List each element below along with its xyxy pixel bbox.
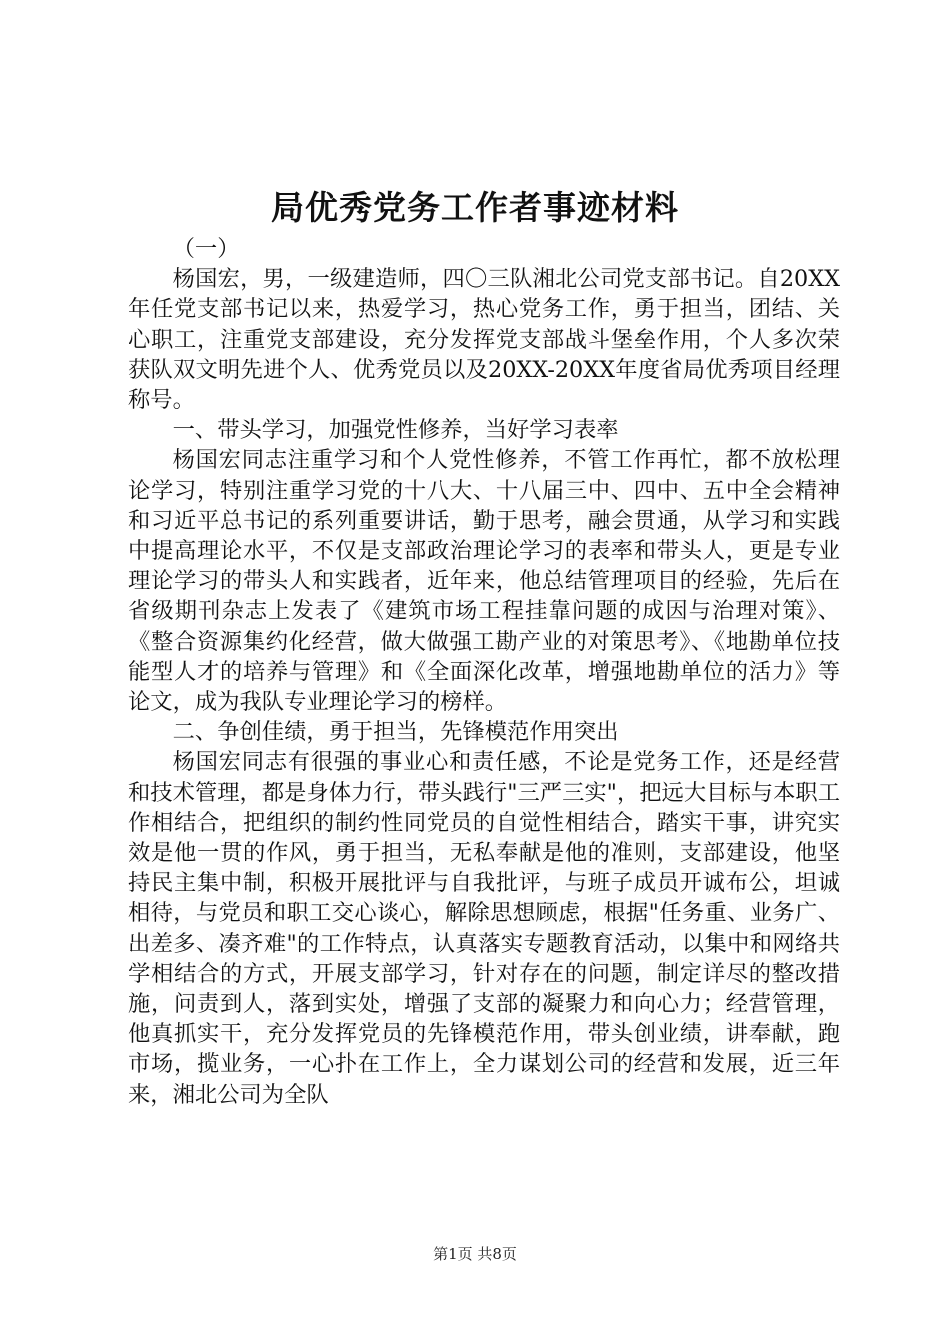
document-body	[128, 234, 840, 1110]
document-title: 局优秀党务工作者事迹材料	[271, 188, 679, 227]
section-2-paragraph: 杨国宏同志有很强的事业心和责任感，不论是党务工作，还是经营和技术管理，都是身体力行，带头践行"三严三实"，把远大目标与本职工作相结合，把组织的制约性同党员的自觉性相结合，踏实干事，讲究实效是他一贯的作风，勇于担当，无私奉献是他的准则，支部建设，他坚持民主集中制，积极开展批评与自我批评，与班子成员开诚布公，坦诚相待，与党员和职工交心谈心，解除思想顾虑，根据"任务重、业务广、出差多、凑齐难"的工作特点，认真落实专题教育活动，以集中和网络共学相结合的方式，开展支部学习，针对存在的问题，制定详尽的整改措施，问责到人，落到实处，增强了支部的凝聚力和向心力；经营管理，他真抓实干，充分发挥党员的先锋模范作用，带头创业绩，讲奉献，跑市场，揽业务，一心扑在工作上，全力谋划公司的经营和发展，近三年来，湘北公司为全队	[128, 749, 840, 1108]
intro-paragraph: 杨国宏，男，一级建造师，四〇三队湘北公司党支部书记。自20XX年任党支部书记以来，热爱学习，热心党务工作，勇于担当，团结、关心职工，注重党支部建设，充分发挥党支部战斗堡垒作用，个人多次荣获队双文明先进个人、优秀党员以及20XX-20XX年度省局优秀项目经理称号。	[128, 266, 840, 414]
page-number-footer: 第1页 共8页	[433, 1245, 517, 1263]
section-heading-1: 一、带头学习，加强党性修养，当好学习表率	[172, 417, 619, 444]
section-marker: （一）	[172, 236, 240, 262]
section-heading-2: 二、争创佳绩，勇于担当，先锋模范作用突出	[172, 719, 619, 746]
section-1-paragraph: 杨国宏同志注重学习和个人党性修养，不管工作再忙，都不放松理论学习，特别注重学习党的十八大、十八届三中、四中、五中全会精神和习近平总书记的系列重要讲话，勤于思考，融会贯通，从学习和实践中提高理论水平，不仅是支部政治理论学习的表率和带头人，更是专业理论学习的带头人和实践者，近年来，他总结管理项目的经验，先后在省级期刊杂志上发表了《建筑市场工程挂靠问题的成因与治理对策》、《整合资源集约化经营，做大做强工勘产业的对策思考》、《地勘单位技能型人才的培养与管理》和《全面深化改革，增强地勘单位的活力》等论文，成为我队专业理论学习的榜样。	[128, 447, 840, 716]
